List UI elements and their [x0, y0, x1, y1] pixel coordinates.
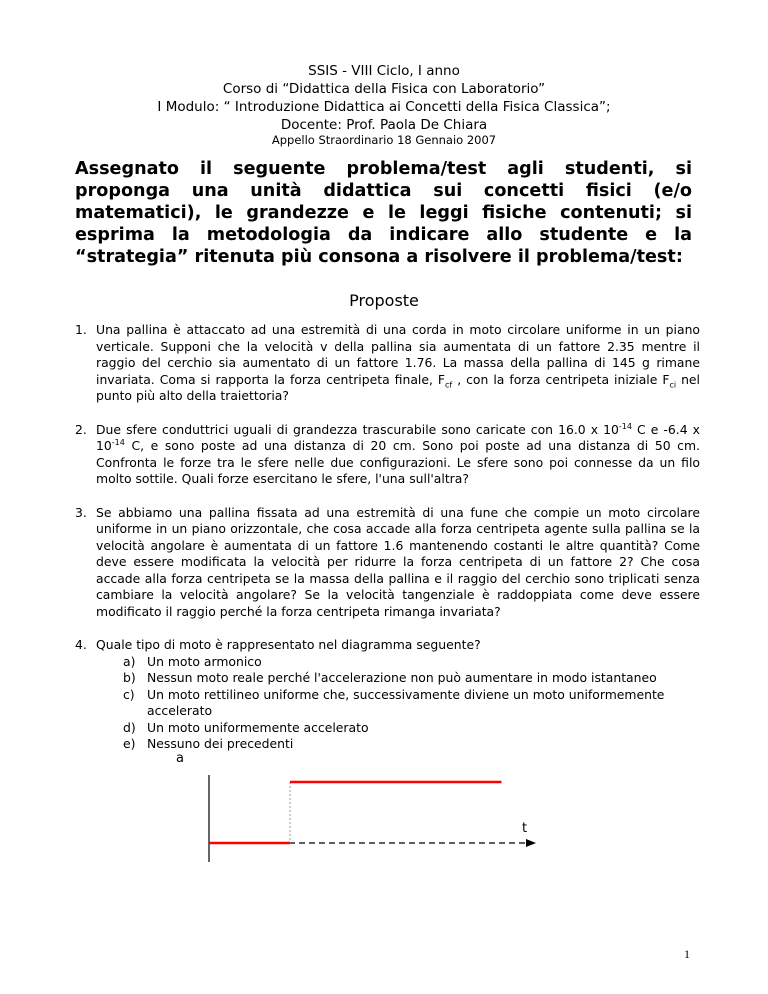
- option-text: Un moto uniformemente accelerato: [147, 719, 369, 735]
- header-line-3: I Modulo: “ Introduzione Didattica ai Concetti della Fisica Classica”;: [157, 99, 611, 115]
- task-statement: Assegnato il seguente problema/test agli studenti, si proponga una unità didattica sui concetti fisici (e/o matematici), le grandezze e le leggi fisiche contenuti; si esprima la metodologia da indicare allo studente e la “strategia” ritenuta più consona a risolvere il problema/test:: [75, 159, 692, 267]
- problem-number: 2.: [75, 421, 87, 437]
- option-text: Nessun moto reale perché l'accelerazione non può aumentare in modo istantaneo: [147, 670, 657, 685]
- problem-text: Una pallina è attaccato ad una estremità di una corda in moto circolare uniforme in un piano verticale. Supponi che la velocità v della pallina sia aumentata di un fattore 2.35 mentre il raggio del cerchio sia aumentato di un fattore 1.76. La massa della pallina di 145 g rimane invariata. Coma si rapporta la forza centripeta finale, F: [96, 322, 700, 387]
- header-line-1: SSIS - VIII Ciclo, I anno: [308, 63, 460, 79]
- option-text: Un moto armonico: [147, 653, 262, 669]
- problem-text: nel punto più alto della traiettoria?: [96, 371, 700, 403]
- problem-number: 4.: [75, 637, 87, 652]
- option-letter: e): [123, 736, 136, 751]
- problem-number: 3.: [75, 504, 87, 520]
- subscript: cf: [445, 379, 453, 389]
- page-number: 1: [684, 947, 690, 961]
- option-letter: d): [123, 719, 136, 735]
- problem-number: 1.: [75, 322, 87, 337]
- problem-text: C, e sono poste ad una distanza di 20 cm. Sono poi poste ad una distanza di 50 cm. Confronta le forze tra le sfere nelle due configurazioni. Le sfere sono poi connesse da un filo molto sottile. Quali forze esercitano le sfere, l'una sull'altra?: [96, 438, 700, 486]
- problem-text: C e -6.4 x 10: [96, 421, 701, 453]
- problem-text: Due sfere conduttrici uguali di grandezza trascurabile sono caricate con 16.0 x 10: [96, 421, 619, 437]
- exponent: -14: [618, 421, 632, 431]
- option-letter: c): [123, 686, 135, 702]
- x-axis-arrowhead: [526, 839, 536, 847]
- problem-text: , con la forza centripeta iniziale F: [452, 371, 670, 387]
- exam-date: Appello Straordinario 18 Gennaio 2007: [271, 133, 497, 147]
- x-axis-label: t: [522, 821, 528, 836]
- y-axis-label: a: [176, 751, 184, 766]
- subscript: ci: [669, 379, 677, 389]
- header-line-4: Docente: Prof. Paola De Chiara: [280, 117, 488, 133]
- header-line-2: Corso di “Didattica della Fisica con Laboratorio”: [222, 81, 546, 97]
- option-text: Nessuno dei precedenti: [147, 736, 294, 751]
- problem-text: Se abbiamo una pallina fissata ad una estremità di una fune che compie un moto circolare uniforme in un piano orizzontale, che cosa accade alla forza centripeta agente sulla pallina se la velocità angolare è aumentata di un fattore 1.6 mantenendo costanti le altre quantità? Come deve essere modificata la velocità per ridurre la forza centripeta di un fattore 2? Che cosa accade alla forza centripeta se la massa della pallina e il raggio del cerchio sono triplicati senza cambiare la velocità angolare? Se la velocità tangenziale è raddoppiata come deve essere modificato il raggio perché la forza centripeta rimanga invariata?: [96, 504, 700, 619]
- option-letter: a): [123, 653, 136, 669]
- problem-text: Quale tipo di moto è rappresentato nel diagramma seguente?: [96, 637, 481, 652]
- exponent: -14: [111, 437, 125, 447]
- option-text: Un moto rettilineo uniforme che, successivamente diviene un moto uniformemente accelerato: [147, 686, 665, 718]
- section-title: Proposte: [349, 291, 419, 310]
- option-letter: b): [123, 670, 136, 685]
